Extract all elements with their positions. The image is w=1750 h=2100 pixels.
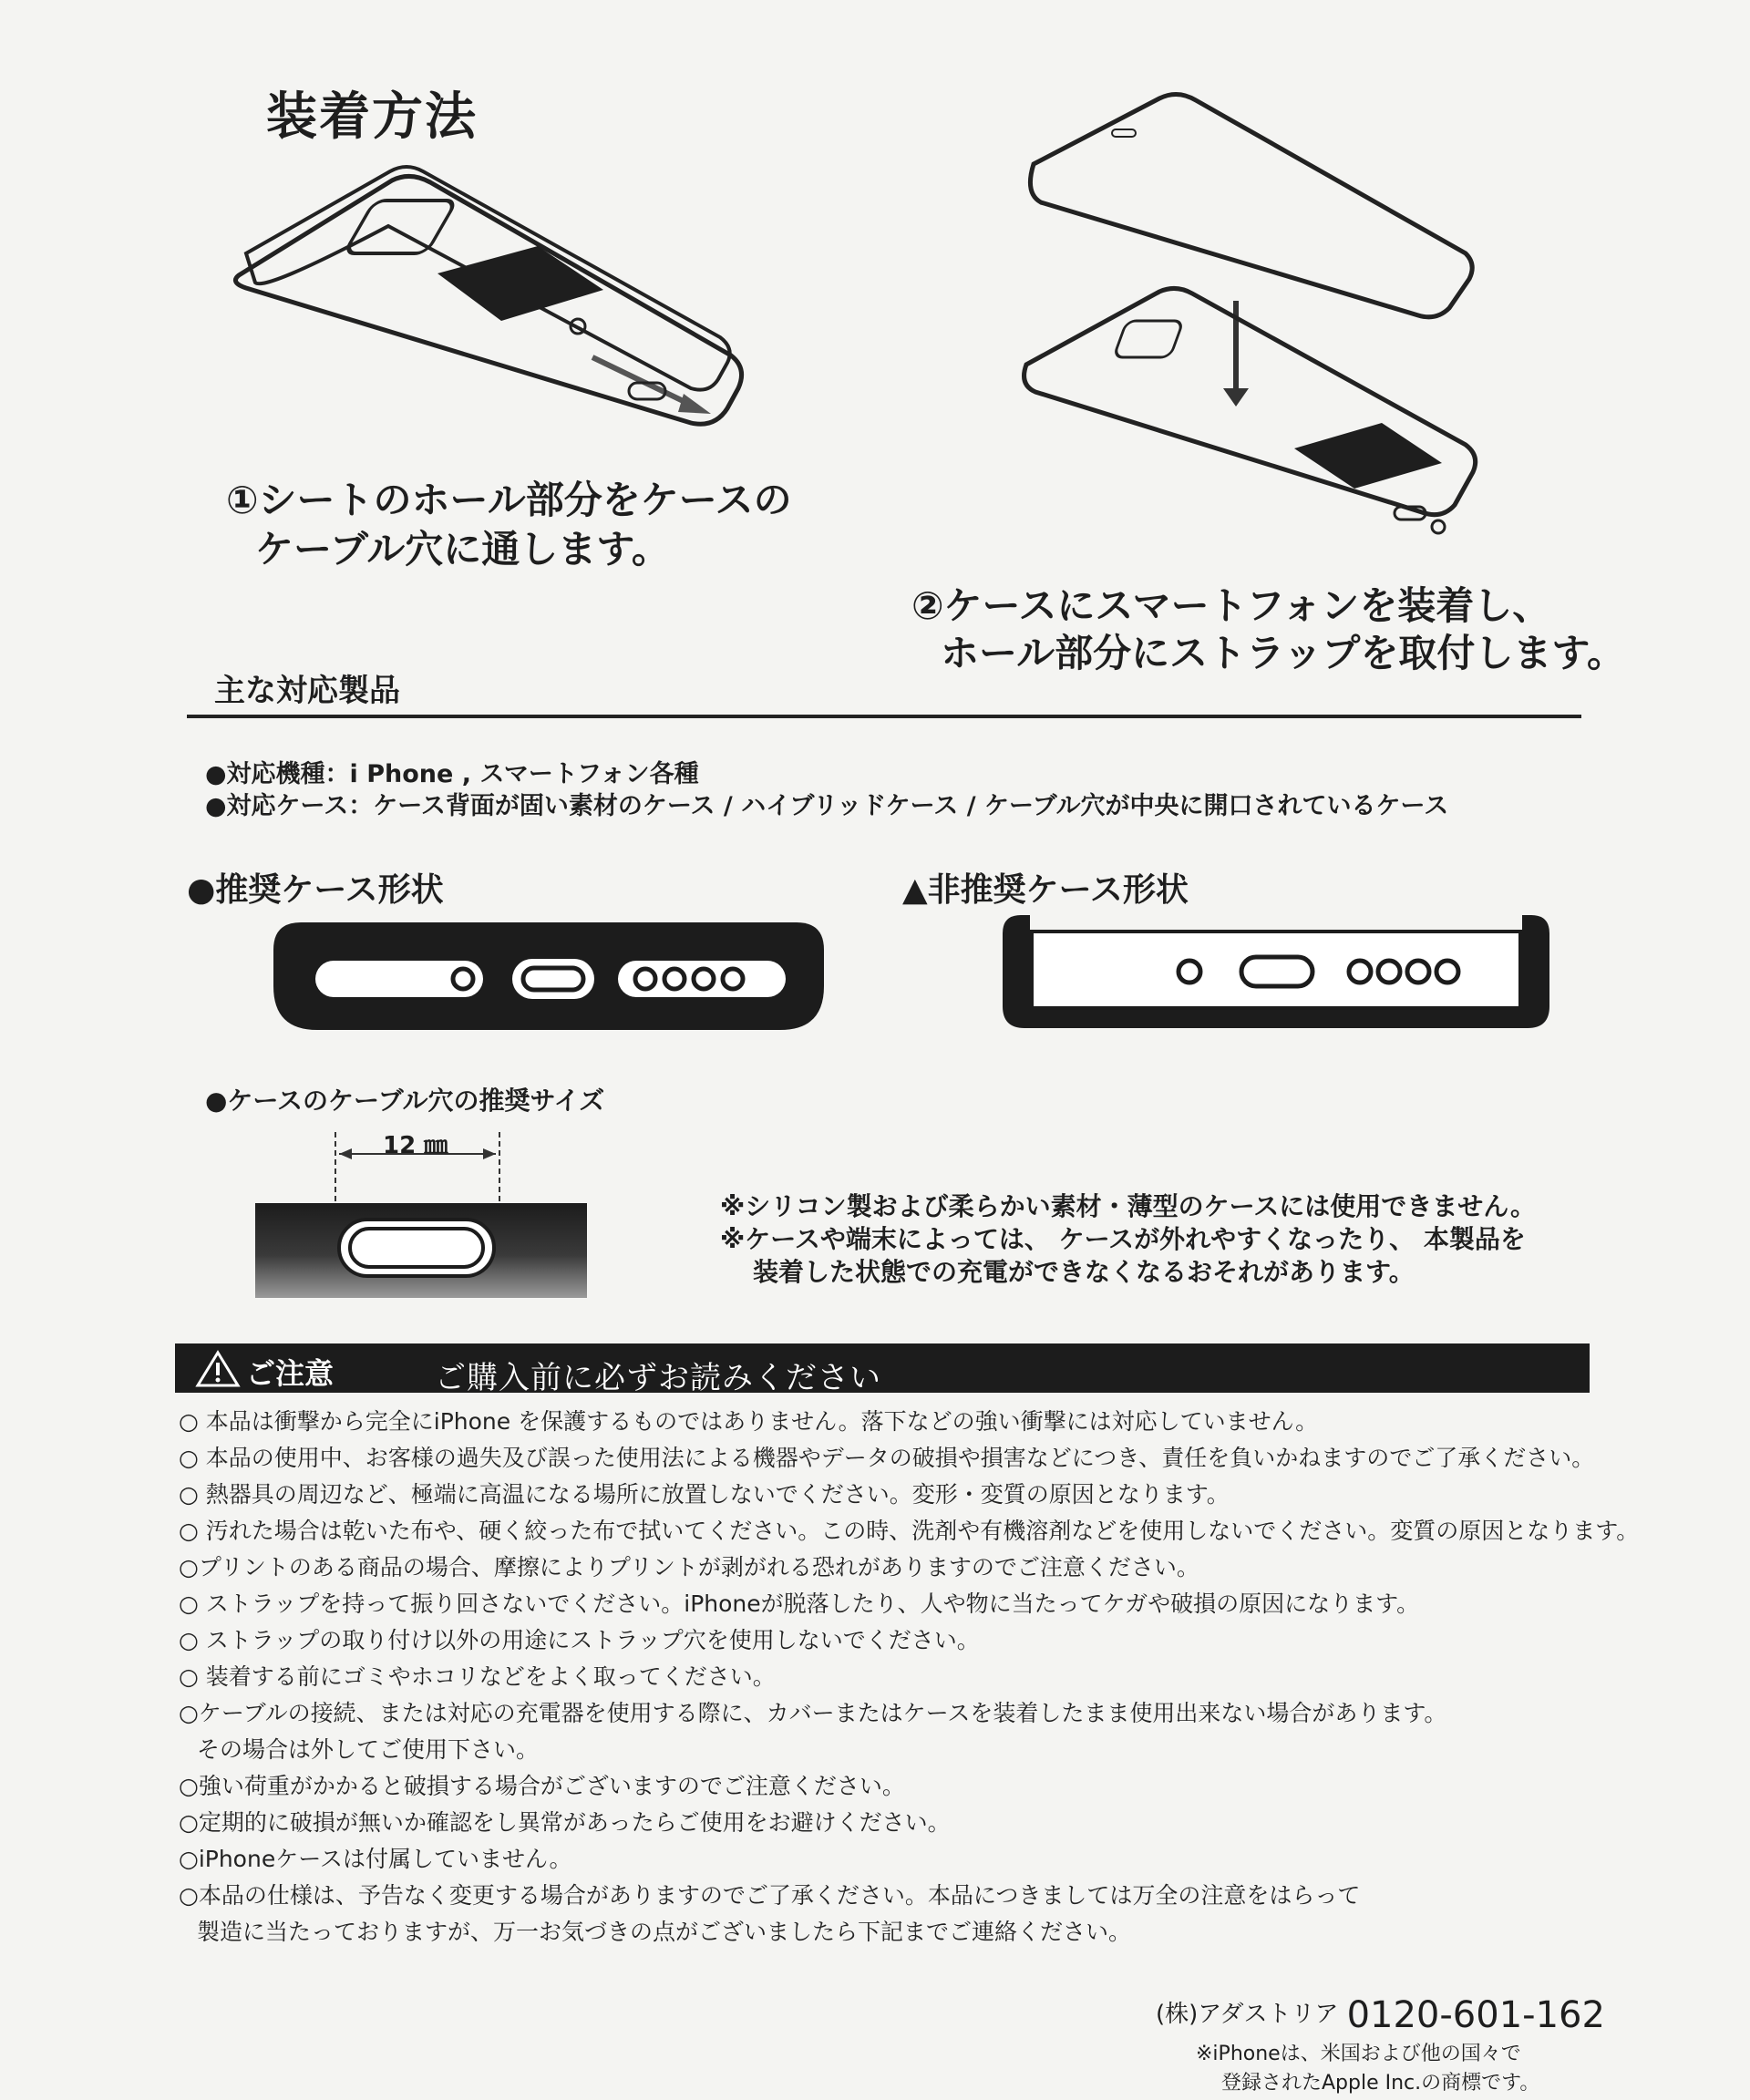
silicone-note-1: ※シリコン製および柔らかい素材・薄型のケースには使用できません。 <box>720 1191 1536 1221</box>
phone-number: 0120-601-162 <box>1346 1994 1605 2036</box>
caution-message: ご購入前に必ずお読みください <box>435 1360 881 1396</box>
list-item: 製造に当たっておりますが、万一お気づきの点がございましたら下記までご連絡ください。 <box>197 1919 1132 1945</box>
list-item: ○ 本品の使用中、お客様の過失及び誤った使用法による機器やデータの破損や損害などにつき、責任を負いかねますのでご了承ください。 <box>179 1445 1595 1471</box>
list-item: ○ 熱器具の周辺など、極端に高温になる場所に放置しないでください。変形・変質の原因となります。 <box>179 1481 1230 1508</box>
page-title: 装着方法 <box>266 88 478 147</box>
list-item: ○強い荷重がかかると破損する場合がございますのでご注意ください。 <box>179 1773 905 1799</box>
not-recommended-case-shape <box>1003 915 1549 1028</box>
warning-icon <box>195 1350 241 1388</box>
size-heading: ●ケースのケーブル穴の推奨サイズ <box>205 1086 605 1116</box>
contact <box>1156 1994 1605 2036</box>
step2-illustration <box>1021 91 1495 565</box>
list-item: その場合は外してご使用下さい。 <box>197 1736 540 1763</box>
step2-text: ②ケースにスマートフォンを装着し、 <box>911 583 1551 628</box>
compatible-models: ●対応機種：i Phone , スマートフォン各種 <box>205 760 699 788</box>
list-item: ○ 汚れた場合は乾いた布や、硬く絞った布で拭いてください。この時、洗剤や有機溶剤などを使用しないでください。変質の原因となります。 <box>179 1518 1640 1544</box>
silicone-note-2: ※ケースや端末によっては、 ケースが外れやすくなったり、 本製品を <box>720 1224 1526 1254</box>
compatible-cases: ●対応ケース：ケース背面が固い素材のケース / ハイブリッドケース / ケーブル穴が中央に開口されているケース <box>205 792 1449 820</box>
list-item: ○定期的に破損が無いか確認をし異常があったらご使用をお避けください。 <box>179 1809 951 1836</box>
not-recommended-heading: ▲非推奨ケース形状 <box>902 871 1189 909</box>
list-item: ○ 本品は衝撃から完全にiPhone を保護するものではありません。落下などの強い衝撃には対応していません。 <box>179 1408 1319 1435</box>
step1-text-2: ケーブル穴に通します。 <box>255 527 670 571</box>
silicone-note-3: 装着した状態での充電ができなくなるおそれがあります。 <box>753 1257 1415 1287</box>
list-item: ○iPhoneケースは付属していません。 <box>179 1846 572 1872</box>
step1-illustration <box>228 155 757 465</box>
list-item: ○プリントのある商品の場合、摩擦によりプリントが剥がれる恐れがありますのでご注意ください。 <box>179 1554 1199 1580</box>
trademark-note-1: ※iPhoneは、米国および他の国々で <box>1196 2043 1521 2065</box>
smartphone-outline <box>1030 94 1472 316</box>
list-item: ○ ストラップの取り付け以外の用途にストラップ穴を使用しないでください。 <box>179 1627 980 1653</box>
list-item: ○ケーブルの接続、または対応の充電器を使用する際に、カバーまたはケースを装着したまま使用出来ない場合があります。 <box>179 1700 1447 1726</box>
products-heading: 主な対応製品 <box>214 673 400 709</box>
divider <box>187 715 1581 718</box>
step1-text: ①シートのホール部分をケースの <box>226 478 792 522</box>
caution-notes <box>179 1404 1640 1951</box>
camera-cutout <box>345 201 457 253</box>
caution-banner <box>175 1343 1590 1396</box>
phone-case-outline <box>1024 288 1476 514</box>
list-item: ○ ストラップを持って振り回さないでください。iPhoneが脱落したり、人や物に当たってケガや破損の原因になります。 <box>179 1590 1420 1617</box>
recommended-heading: ●推奨ケース形状 <box>187 871 444 909</box>
trademark-note-2: 登録されたApple Inc.の商標です。 <box>1221 2072 1540 2095</box>
recommended-case-shape <box>273 922 824 1032</box>
list-item: ○本品の仕様は、予告なく変更する場合がありますのでご了承ください。本品につきましては万全の注意をはらって <box>179 1882 1361 1909</box>
company-name: (株)アダストリア <box>1156 2001 1339 2028</box>
size-label: 12 ㎜ <box>383 1132 448 1159</box>
caution-label: ご注意 <box>246 1356 335 1391</box>
step2-text-2: ホール部分にストラップを取付します。 <box>941 631 1625 675</box>
list-item: ○ 装着する前にゴミやホコリなどをよく取ってください。 <box>179 1663 776 1690</box>
